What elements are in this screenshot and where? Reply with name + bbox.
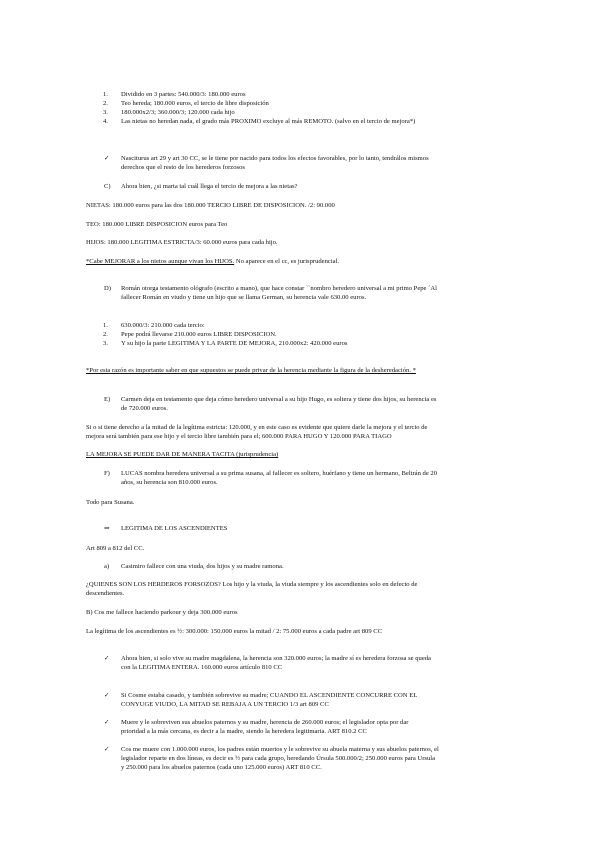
list-item: Teo hereda; 180.000 euros, el tercio de libre disposición <box>121 100 269 107</box>
list-item: Pepe podrá llevarse 210.000 euros LIBRE DISPOSICION. <box>121 331 277 338</box>
underlined-paragraph: LA MEJORA SE PUEDE DAR DE MANERA TACITA (jurisprudencia) <box>86 451 279 458</box>
list-number: 4. <box>103 118 108 125</box>
item-label: F) <box>104 470 110 477</box>
list-number: 2. <box>103 331 108 338</box>
paragraph: B) Cos me fallece haciendo parkour y deja 300.000 euros <box>86 609 238 616</box>
arrow-icon: ⇒ <box>104 525 110 532</box>
list-number: 2. <box>103 100 108 107</box>
section-heading: LEGITIMA DE LOS ASCENDIENTES <box>121 525 228 532</box>
list-number: 3. <box>103 109 108 116</box>
bullet-text: Nasciturus art 29 y art 30 CC, se le tiene por nacido para todos los efectos favorables, por lo tanto, tendrálos mismos <box>121 155 429 162</box>
underlined-paragraph: *Por esta razón es importante saber en que supuestos se puede privar de la herencia mediante la figura de la desheredación. * <box>86 367 416 374</box>
bullet-text: Ahora bien, si solo vive su madre magdalena, la herencia son 320.000 euros; la madre sí es heredera forzosa se queda <box>121 655 431 662</box>
paragraph: NIETAS: 180.000 euros para las dos 180.000 TERCIO LIBRE DE DISPOSICION. /2: 90.000 <box>86 202 335 209</box>
item-label: E) <box>104 396 111 403</box>
list-item: 180.000x2/3; 360.000/3; 120.000 cada hijo <box>121 109 235 116</box>
item-text: LUCAS nombra heredera universal a su prima susana, al fallecer es soltero, huérfano y tiene un hermano, Beltrán de 20 <box>121 470 438 477</box>
bullet-text: Si Cosme estaba casado, y también sobrevive su madre; CUANDO EL ASCENDIENTE CONCURRE CON EL <box>121 692 418 699</box>
paragraph: mejora será también para ese hijo y el tercio libre también para el; 600.000 PARA HUGO Y 120.000 PARA TIAGO <box>86 433 392 440</box>
bullet-text: legislador reparte en dos líneas, es decir es ½ para cada grupo, heredando Úrsula 500.000/2; 250.000 euros para Ursula <box>121 755 436 762</box>
item-label: a) <box>104 563 110 570</box>
paragraph: TEO: 180.000 LIBRE DISPOSICION euros para Teo <box>86 221 228 228</box>
item-text: de 720.000 euros. <box>121 405 168 412</box>
paragraph <box>86 258 339 267</box>
item-text: Casimiro fallece con una viuda, dos hijos y su madre ramona. <box>121 563 284 570</box>
checkmark-icon: ✓ <box>104 746 110 753</box>
paragraph: Todo para Susana. <box>86 499 135 506</box>
bullet-text: prioridad a la más cercana, es decir a la madre, siendo la heredera legitimaria. ART 810.2 CC <box>121 728 367 735</box>
paragraph: descendientes. <box>86 590 125 597</box>
paragraph: Si o si tiene derecho a la mitad de la legítima estricta: 120.000, y en este caso es evidente que quiere darle la mejora y el tercio de <box>86 424 428 431</box>
list-item: 630.000/3: 210.000 cada tercio: <box>121 322 205 329</box>
list-number: 3. <box>103 340 108 347</box>
list-number: 1. <box>103 91 108 98</box>
list-item: Las nietas no heredan nada, el grado más PROXIMO excluye al más REMOTO. (salvo en el tercio de mejora*) <box>121 118 416 125</box>
list-item: Dividido en 3 partes: 540.000/3: 180.000 euros <box>121 91 246 98</box>
paragraph: La legítima de los ascendientes es ½: 300.000: 150.000 euros la mitad / 2: 75.000 euros a cada padre art 809 CC <box>86 628 383 635</box>
checkmark-icon: ✓ <box>104 155 110 162</box>
bullet-text: y 250.000 para los abuelos paternos (cada uno 125.000 euros) ART 810 CC. <box>121 764 322 771</box>
bullet-text: derechos que el resto de los herederos forzosos <box>121 164 245 171</box>
bullet-text: Muere y le sobreviven sus abuelos paternos y su madre, herencia de 260.000 euros; el legislador opta por dar <box>121 719 409 726</box>
checkmark-icon: ✓ <box>104 692 110 699</box>
bullet-text: CONYUGE VIUDO, LA MITAD SE REBAJA A UN TERCIO 1/3 art 809 CC <box>121 701 329 708</box>
item-label: D) <box>104 285 111 292</box>
paragraph: HIJOS: 180.000 LEGITIMA ESTRICTA/3: 60.000 euros para cada hijo. <box>86 239 278 246</box>
item-text: Carmen deja en testamento que deja cómo heredero universal a su hijo Hugo, es soltera y tiene dos hijos, su herencia es <box>121 396 437 403</box>
item-text: Ahora bien, ¿si marta tal cuál llega el tercio de mejora a las nietas? <box>121 183 298 190</box>
list-number: 1. <box>103 322 108 329</box>
item-text: años, su herencia son 810.000 euros. <box>121 479 218 486</box>
list-item: Y su hijo la parte LEGITIMA Y LA PARTE DE MEJORA, 210.000x2: 420.000 euros <box>121 340 348 347</box>
paragraph: ¿QUIENES SON LOS HERDEROS FORSOZOS? Los hijo y la viuda, la viuda siempre y los ascendientes solo en defecto de <box>86 581 418 588</box>
paragraph: Art 809 a 812 del CC. <box>86 545 145 552</box>
checkmark-icon: ✓ <box>104 655 110 662</box>
paragraph-rest: No aparece en el cc, es jurisprudencial. <box>234 258 340 265</box>
underlined-text: *Cabe MEJORAR a los nietos aunque vivan los HIJOS. <box>86 258 235 265</box>
item-text: fallecer Román en viudo y tiene un hijo que se llama German, su herencia vale 630.00 euros. <box>121 294 367 301</box>
item-text: Román otorga testamento ológrafo (escrito a mano), que hace constar ``nombro heredero universal a mi primo Pepe ´Al <box>121 285 437 292</box>
checkmark-icon: ✓ <box>104 719 110 726</box>
bullet-text: con la LEGITIMA ENTERA. 160.000 euros artículo 810 CC <box>121 664 283 671</box>
bullet-text: Cos me muere con 1.000.000 euros, los padres están muertos y le sobrevive su abuela materna y sus abuelos paternos, el <box>121 746 439 753</box>
item-label: C) <box>104 183 111 190</box>
